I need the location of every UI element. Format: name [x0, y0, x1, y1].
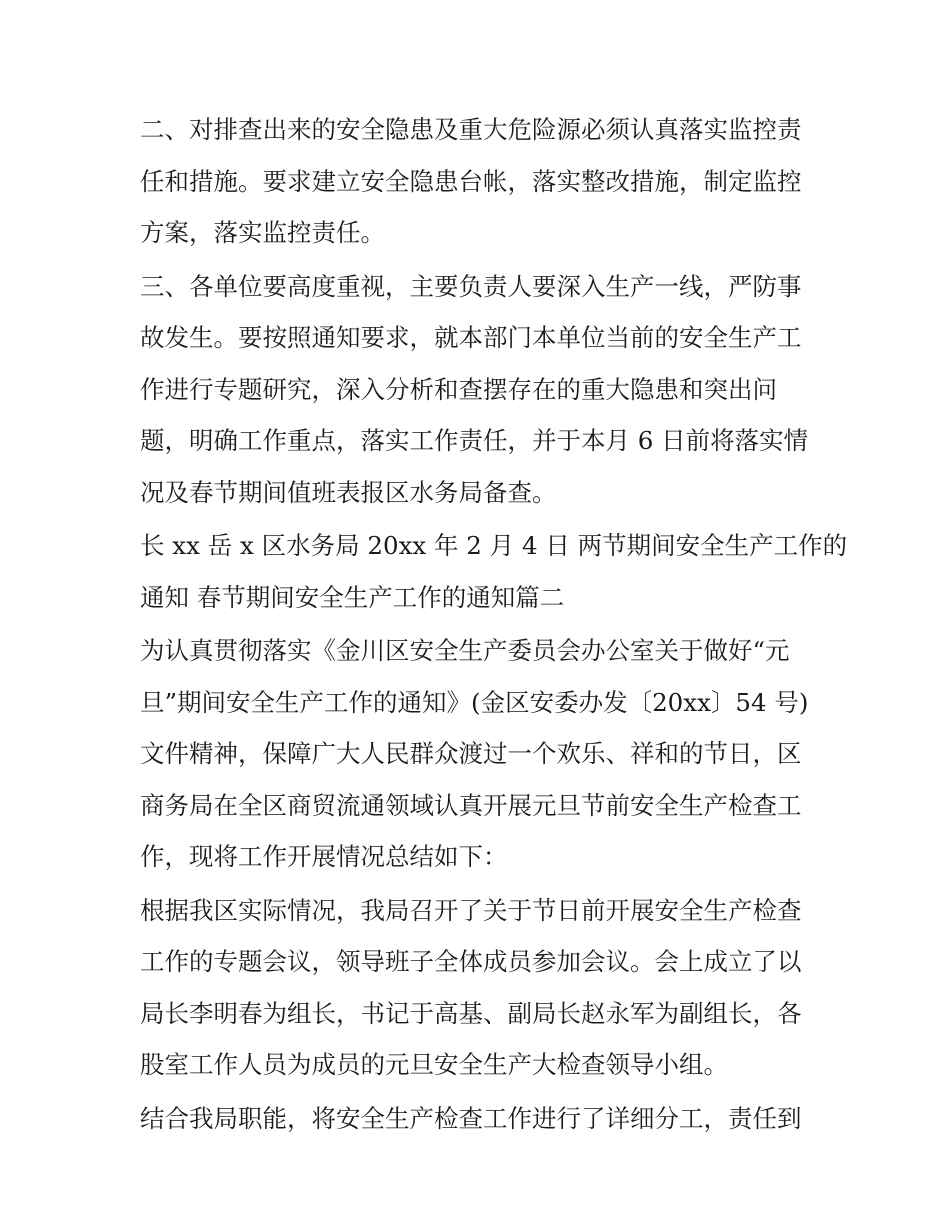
paragraph-5	[140, 885, 820, 1091]
text-line: 通知 春节期间安全生产工作的通知篇二	[140, 582, 565, 612]
text-line: 文件精神，保障广大人民群众渡过一个欢乐、祥和的节日，区	[140, 739, 802, 768]
paragraph-1	[140, 104, 820, 259]
text-line: 任和措施。要求建立安全隐患台帐，落实整改措施，制定监控	[140, 166, 802, 196]
text-line: 商务局在全区商贸流通领域认真开展元旦节前安全生产检查工	[140, 790, 802, 820]
paragraph-2	[140, 261, 820, 519]
paragraph-6	[140, 1093, 820, 1145]
text-line: 况及春节期间值班表报区水务局备查。	[140, 477, 557, 507]
text-line: 股室工作人员为成员的元旦安全生产大检查领导小组。	[140, 1050, 728, 1079]
text-line: 作，现将工作开展情况总结如下：	[140, 842, 508, 871]
document-body	[140, 104, 848, 1146]
text-line: 结合我局职能，将安全生产检查工作进行了详细分工，责任到	[140, 1103, 802, 1133]
text-line: 作进行专题研究，深入分析和查摆存在的重大隐患和突出问	[140, 374, 777, 404]
text-line: 题，明确工作重点，落实工作责任，并于本月 6 日前将落实情	[140, 426, 809, 455]
text-line: 根据我区实际情况，我局召开了关于节日前开展安全生产检查	[140, 895, 802, 925]
text-line: 局长李明春为组长，书记于高基、副局长赵永军为副组长，各	[140, 998, 802, 1028]
paragraph-3	[140, 520, 848, 623]
text-line: 方案，落实监控责任。	[140, 218, 385, 247]
text-line: 三、各单位要高度重视，主要负责人要深入生产一线，严防事	[140, 271, 802, 301]
text-line: 旦”期间安全生产工作的通知》(金区安委办发〔20xx〕54 号)	[140, 687, 809, 717]
text-line: 长 xx 岳 x 区水务局 20xx 年 2 月 4 日 两节期间安全生产工作的	[140, 531, 848, 560]
text-line: 二、对排查出来的安全隐患及重大危险源必须认真落实监控责	[140, 115, 802, 144]
text-line: 故发生。要按照通知要求，就本部门本单位当前的安全生产工	[140, 323, 802, 352]
text-line: 为认真贯彻落实《金川区安全生产委员会办公室关于做好“元	[140, 636, 790, 665]
text-line: 工作的专题会议，领导班子全体成员参加会议。会上成立了以	[140, 947, 802, 976]
paragraph-4	[140, 625, 820, 883]
